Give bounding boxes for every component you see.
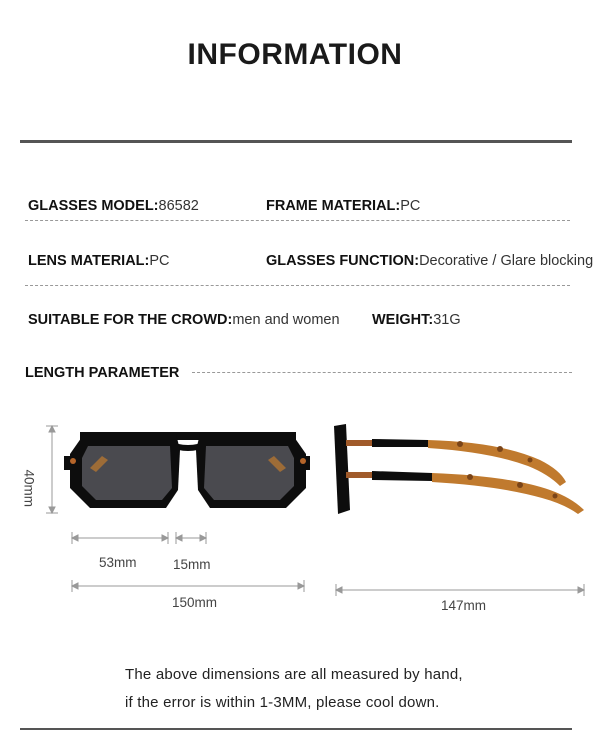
glasses-function-label: GLASSES FUNCTION:	[266, 253, 420, 269]
bridge-dimension-line	[176, 532, 206, 544]
suitable-crowd	[28, 312, 340, 328]
row-divider	[25, 220, 570, 221]
lens-width-dimension-line	[72, 532, 168, 544]
glasses-diagram	[0, 410, 600, 620]
suitable-crowd-value: men and women	[232, 312, 340, 328]
weight-value: 31G	[433, 312, 461, 328]
lens-width-label: 53mm	[99, 555, 137, 570]
weight	[372, 312, 461, 328]
measurement-note-line-2: if the error is within 1-3MM, please cool down.	[125, 694, 440, 711]
bridge-width-label: 15mm	[173, 557, 211, 572]
length-parameter-heading	[25, 365, 179, 381]
glasses-front-view	[64, 432, 310, 508]
lens-material	[28, 253, 170, 269]
lens-material-value: PC	[149, 253, 170, 269]
heading-divider	[192, 372, 572, 373]
height-dimension-line	[46, 426, 58, 513]
glasses-model	[28, 198, 199, 214]
length-parameter-label: LENGTH PARAMETER	[25, 365, 180, 381]
footer-divider	[20, 728, 572, 730]
glasses-model-label: GLASSES MODEL:	[28, 198, 159, 214]
weight-label: WEIGHT:	[372, 312, 434, 328]
frame-material	[266, 198, 420, 214]
row-divider	[25, 285, 570, 286]
frame-width-dimension-line	[72, 580, 304, 592]
temple-length-label: 147mm	[441, 598, 487, 613]
title-divider	[20, 140, 572, 143]
frame-material-value: PC	[400, 198, 421, 214]
glasses-function-value: Decorative / Glare blocking	[419, 253, 594, 269]
temple-length-dimension-line	[336, 584, 584, 596]
glasses-function	[266, 253, 593, 269]
height-label: 40mm	[21, 469, 37, 508]
glasses-model-value: 86582	[158, 198, 199, 214]
suitable-crowd-label: SUITABLE FOR THE CROWD:	[28, 312, 233, 328]
frame-material-label: FRAME MATERIAL:	[266, 198, 401, 214]
frame-width-label: 150mm	[172, 595, 218, 610]
lens-material-label: LENS MATERIAL:	[28, 253, 150, 269]
glasses-side-view	[334, 424, 584, 514]
page-title: INFORMATION	[187, 38, 403, 71]
measurement-note-line-1: The above dimensions are all measured by hand,	[125, 666, 463, 683]
